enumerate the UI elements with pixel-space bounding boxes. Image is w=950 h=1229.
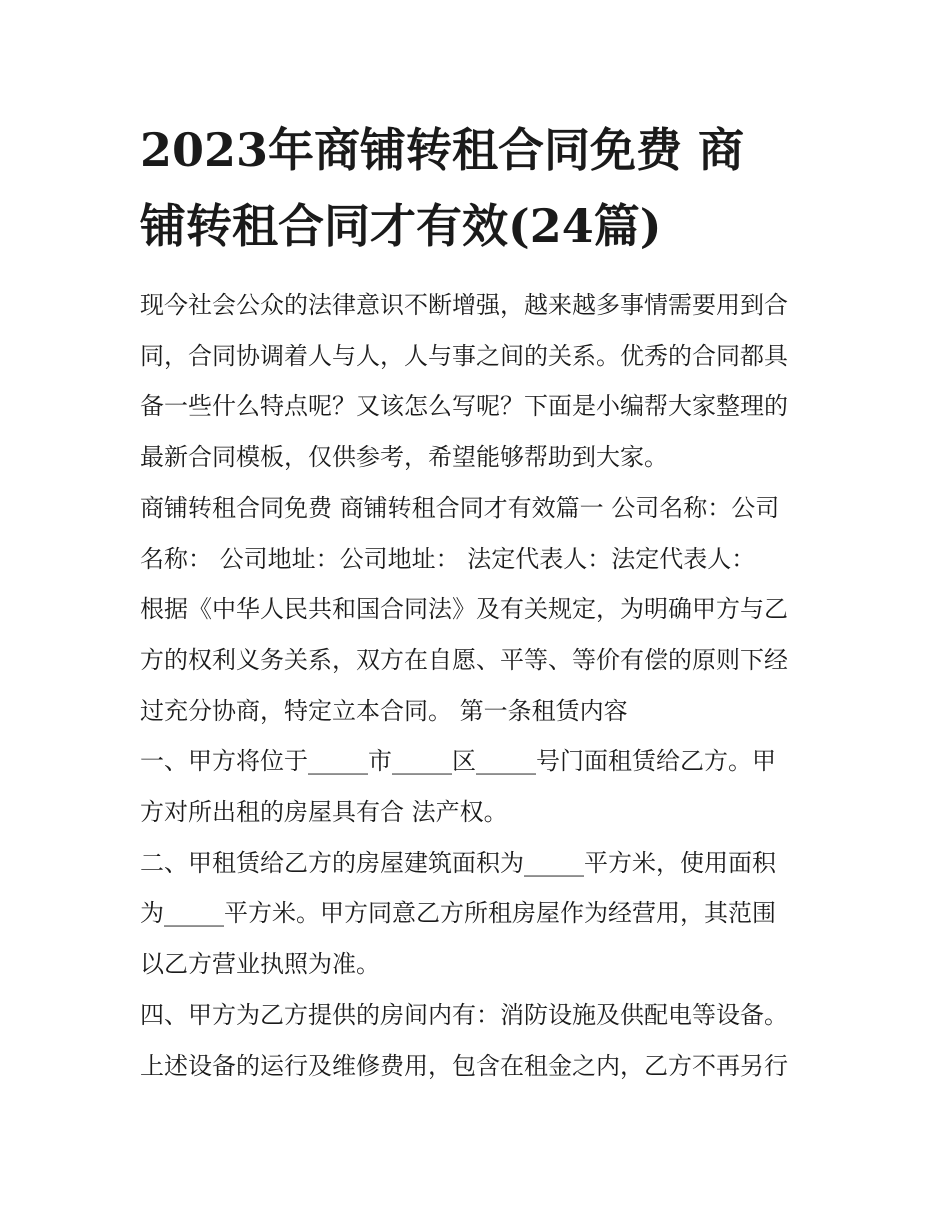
body-line-1: 现今社会公众的法律意识不断增强，越来越多事情需要用到合 (140, 291, 788, 319)
document-page (140, 112, 812, 1091)
document-title (140, 112, 812, 264)
body-line-5: 商铺转租合同免费 商铺转租合同才有效篇一 公司名称：公司 (140, 493, 780, 522)
document-body (140, 280, 812, 1091)
body-line-14: 以乙方营业执照为准。 (140, 950, 380, 979)
body-line-12: 二、甲租赁给乙方的房屋建筑面积为_____平方米，使用面积 (140, 848, 776, 877)
body-line-9: 过充分协商，特定立本合同。 第一条租赁内容 (140, 696, 628, 725)
body-line-13: 为_____平方米。甲方同意乙方所租房屋作为经营用，其范围 (140, 899, 776, 928)
body-line-10: 一、甲方将位于_____市_____区_____号门面租赁给乙方。甲 (140, 747, 776, 776)
body-line-8: 方的权利义务关系，双方在自愿、平等、等价有偿的原则下经 (140, 645, 788, 674)
body-line-16: 上述设备的运行及维修费用，包含在租金之内，乙方不再另行 (140, 1051, 788, 1080)
body-line-2: 同，合同协调着人与人，人与事之间的关系。优秀的合同都具 (140, 341, 788, 370)
body-line-4: 最新合同模板，仅供参考，希望能够帮助到大家。 (140, 443, 668, 472)
title-line-1: 2023年商铺转租合同免费 商 (140, 123, 745, 177)
paragraph (140, 280, 812, 1091)
title-line-2: 铺转租合同才有效(24篇) (140, 199, 662, 253)
body-line-7: 根据《中华人民共和国合同法》及有关规定，为明确甲方与乙 (140, 595, 788, 624)
body-line-11: 方对所出租的房屋具有合 法产权。 (140, 798, 508, 827)
body-line-15: 四、甲方为乙方提供的房间内有：消防设施及供配电等设备。 (140, 1000, 788, 1029)
body-line-6: 名称： 公司地址：公司地址： 法定代表人：法定代表人： (140, 544, 756, 573)
body-line-3: 备一些什么特点呢？又该怎么写呢？下面是小编帮大家整理的 (140, 392, 788, 421)
